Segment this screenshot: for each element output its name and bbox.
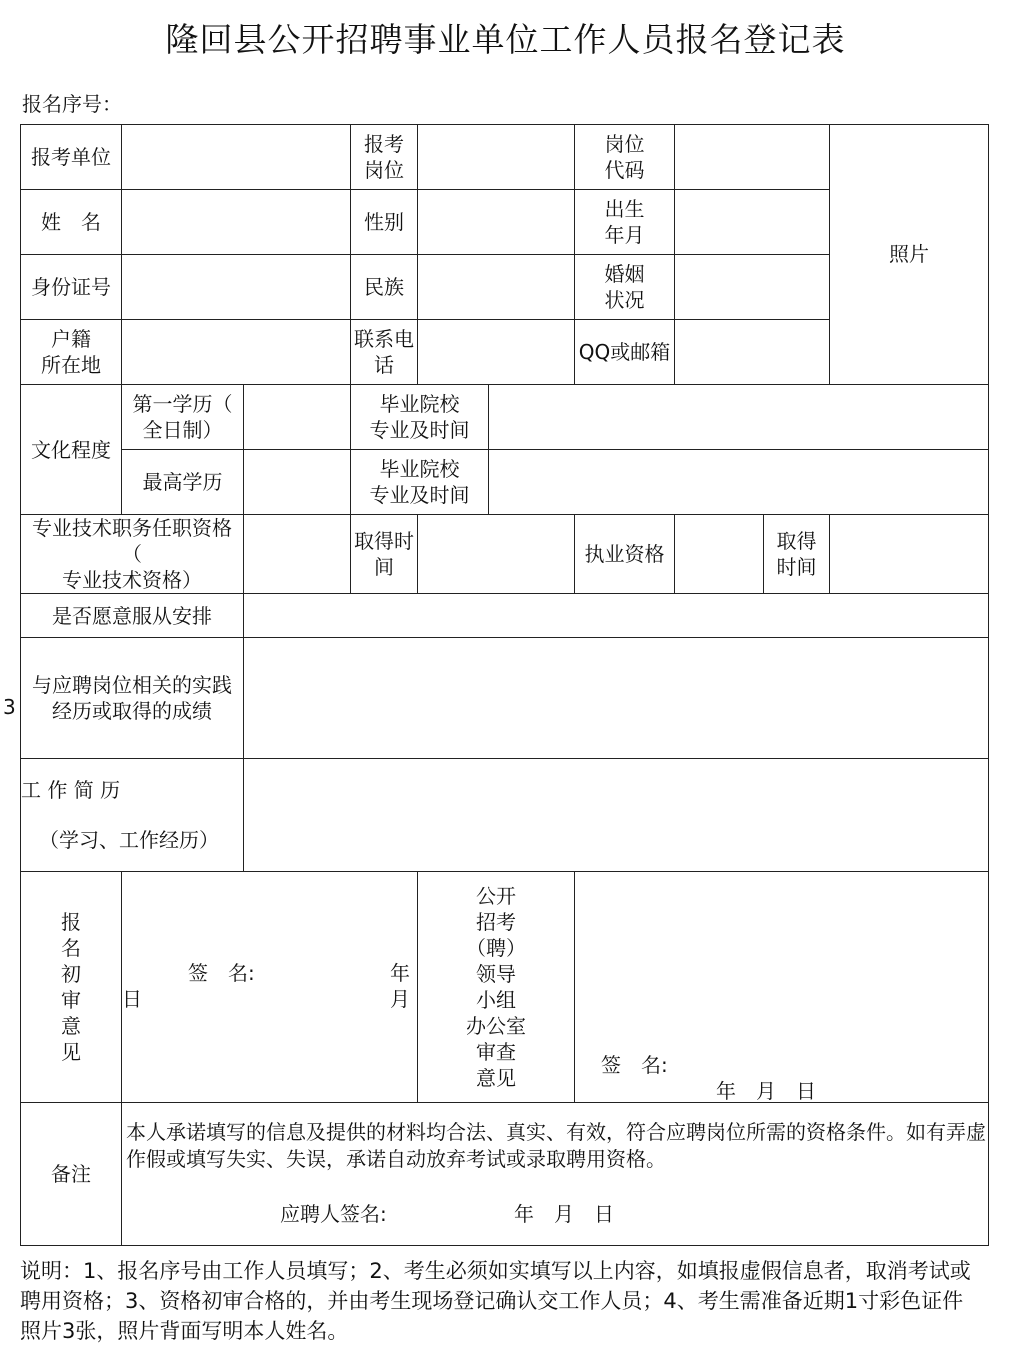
unit-label: 报考单位 <box>21 125 122 190</box>
review-opinion-label: 报 名 初 审 意 见 <box>21 872 122 1103</box>
phone-field[interactable] <box>418 320 575 385</box>
instructions-note: 说明：1、报名序号由工作人员填写；2、考生必须如实填写以上内容，如填报虚假信息者，取消考试或聘用资格；3、资格初审合格的，并由考生现场登记确认交工作人员；4、考生需准备近期1寸彩色证件照片3张，照片背面写明本人姓名。 <box>20 1259 971 1343</box>
license-field[interactable] <box>675 515 764 594</box>
side-number: 3 <box>3 695 16 719</box>
office-opinion-label: 公开 招考 （聘） 领导 小组 办公室 审查 意见 <box>418 872 575 1103</box>
school1-field[interactable] <box>489 385 989 450</box>
qq-email-label: QQ或邮箱 <box>575 320 675 385</box>
unit-field[interactable] <box>122 125 351 190</box>
education-label: 文化程度 <box>21 385 122 515</box>
school2-field[interactable] <box>489 450 989 515</box>
highest-degree-label: 最高学历 <box>122 450 244 515</box>
obtain-time2-label: 取得 时间 <box>764 515 830 594</box>
hukou-field[interactable] <box>122 320 351 385</box>
school2-label: 毕业院校 专业及时间 <box>351 450 489 515</box>
obtain-time2-field[interactable] <box>830 515 989 594</box>
marital-field[interactable] <box>675 255 830 320</box>
applicant-sign-label: 应聘人签名: <box>280 1202 387 1226</box>
review-sign-day: 日 <box>122 987 142 1011</box>
phone-label: 联系电 话 <box>351 320 418 385</box>
form-title: 隆回县公开招聘事业单位工作人员报名登记表 <box>165 20 846 59</box>
registration-form-table <box>20 124 989 1246</box>
first-degree-field[interactable] <box>244 385 351 450</box>
practice-field[interactable] <box>244 638 989 759</box>
highest-degree-field[interactable] <box>244 450 351 515</box>
remark-label: 备注 <box>21 1103 122 1246</box>
office-sign-date: 年 月 日 <box>716 1079 816 1103</box>
practice-label: 与应聘岗位相关的实践 经历或取得的成绩 <box>21 638 244 759</box>
resume-title: 工 作 简 历 <box>21 778 121 802</box>
office-opinion-field[interactable] <box>575 872 989 1103</box>
review-sign-date: 年 月 <box>390 961 430 1011</box>
birth-label: 出生 年月 <box>575 190 675 255</box>
marital-label: 婚姻 状况 <box>575 255 675 320</box>
hukou-label: 户籍 所在地 <box>21 320 122 385</box>
remark-field[interactable] <box>122 1103 989 1246</box>
id-number-field[interactable] <box>122 255 351 320</box>
resume-subtitle: （学习、工作经历） <box>39 828 219 852</box>
gender-field[interactable] <box>418 190 575 255</box>
ethnic-field[interactable] <box>418 255 575 320</box>
serial-number-label: 报名序号： <box>22 92 122 116</box>
first-degree-label: 第一学历（ 全日制） <box>122 385 244 450</box>
gender-label: 性别 <box>351 190 418 255</box>
post-field[interactable] <box>418 125 575 190</box>
pledge-text: 本人承诺填写的信息及提供的材料均合法、真实、有效，符合应聘岗位所需的资格条件。如有弄虚作假或填写失实、失误，承诺自动放弃考试或录取聘用资格。 <box>126 1120 986 1171</box>
name-label: 姓 名 <box>21 190 122 255</box>
post-code-field[interactable] <box>675 125 830 190</box>
qq-email-field[interactable] <box>675 320 830 385</box>
post-code-label: 岗位 代码 <box>575 125 675 190</box>
review-opinion-field[interactable] <box>122 872 430 1103</box>
school1-label: 毕业院校 专业及时间 <box>351 385 489 450</box>
tech-title-label: 专业技术职务任职资格（ 专业技术资格） <box>21 515 244 594</box>
birth-field[interactable] <box>675 190 830 255</box>
license-label: 执业资格 <box>575 515 675 594</box>
obtain-time1-field[interactable] <box>418 515 575 594</box>
id-number-label: 身份证号 <box>21 255 122 320</box>
resume-field[interactable] <box>244 759 989 872</box>
ethnic-label: 民族 <box>351 255 418 320</box>
obtain-time1-label: 取得时 间 <box>351 515 418 594</box>
applicant-sign-date: 年 月 日 <box>514 1202 614 1226</box>
photo-box[interactable]: 照片 <box>830 125 989 385</box>
review-sign-label: 签 名: <box>188 961 255 985</box>
resume-label <box>21 759 244 872</box>
office-sign-label: 签 名: <box>601 1053 668 1077</box>
post-label: 报考 岗位 <box>351 125 418 190</box>
name-field[interactable] <box>122 190 351 255</box>
obey-arrangement-field[interactable] <box>244 594 989 638</box>
obey-arrangement-label: 是否愿意服从安排 <box>21 594 244 638</box>
tech-title-field[interactable] <box>244 515 351 594</box>
